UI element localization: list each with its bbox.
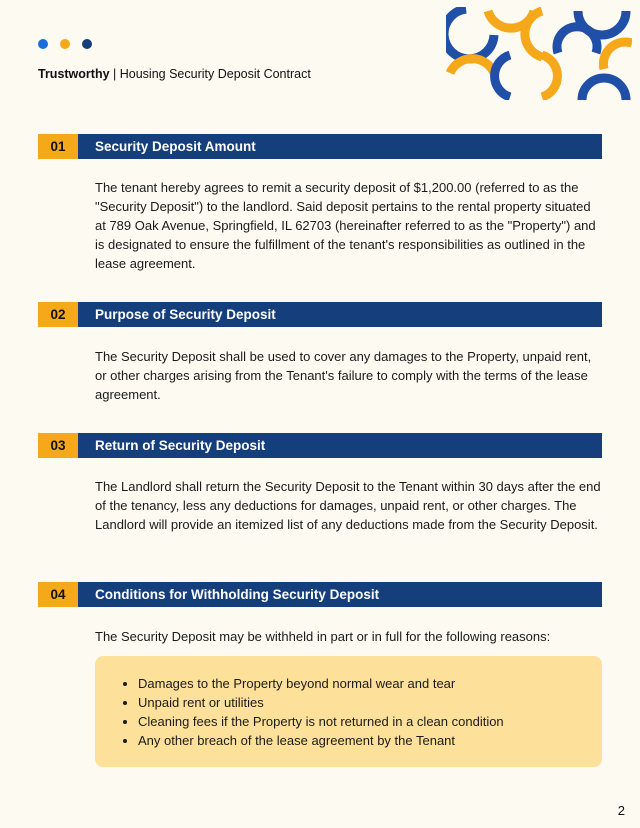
- document-title: Housing Security Deposit Contract: [119, 67, 311, 81]
- section-header-02: [38, 302, 602, 327]
- list-item: • Any other breach of the lease agreement by the Tenant: [138, 731, 602, 750]
- list-item: • Damages to the Property beyond normal wear and tear: [138, 674, 602, 693]
- dot-blue: [38, 39, 48, 49]
- section-header-03: [38, 433, 602, 458]
- logo-arc-9: [582, 78, 626, 100]
- section-header-04: [38, 582, 602, 607]
- header-separator: |: [109, 67, 120, 81]
- section-body-03: The Landlord shall return the Security Deposit to the Tenant within 30 days after the end of the tenancy, less any deductions for damages, unpaid rent, or other charges. The Landlord will provide an itemized list of any deductions made from the Security Deposit.: [95, 479, 601, 532]
- section-number: 04: [38, 582, 78, 607]
- page-number: 2: [617, 803, 625, 818]
- section-number: 03: [38, 433, 78, 458]
- logo-arc-6: [450, 59, 494, 73]
- logo-arc-7: [495, 55, 510, 97]
- logo-arc-4: [525, 11, 542, 57]
- logo-arc-10: [603, 42, 632, 69]
- section-body-01: The tenant hereby agrees to remit a security deposit of $1,200.00 (referred to as the "Security Deposit") to the landlord. Said deposit pertains to the rental property situated at 789 Oak Avenue, Springfield, IL 62703 (hereinafter referred to as the "Property") and is designated to ensure the fulfillment of the tenant's responsibilities as outlined in the lease agreement.: [95, 180, 596, 271]
- list-item: • Cleaning fees if the Property is not returned in a clean condition: [138, 712, 602, 731]
- document-header: [38, 67, 311, 81]
- section-title: Return of Security Deposit: [78, 433, 602, 458]
- dot-orange: [60, 39, 70, 49]
- section-title: Security Deposit Amount: [78, 134, 602, 159]
- section-number: 01: [38, 134, 78, 159]
- logo-arc-5: [578, 11, 626, 35]
- withholding-reasons-list: [119, 674, 602, 750]
- section-title: Conditions for Withholding Security Deposit: [78, 582, 602, 607]
- dot-navy: [82, 39, 92, 49]
- section-title: Purpose of Security Deposit: [78, 302, 602, 327]
- section-body-02: The Security Deposit shall be used to cover any damages to the Property, unpaid rent, or other charges arising from the Tenant's failure to comply with the terms of the lease agreement.: [95, 349, 592, 402]
- section-header-01: [38, 134, 602, 159]
- decorative-dots: [38, 39, 92, 49]
- withholding-reasons-callout: [95, 656, 602, 767]
- decorative-arcs-logo: [446, 7, 632, 100]
- section-number: 02: [38, 302, 78, 327]
- brand-name: Trustworthy: [38, 67, 110, 81]
- section-body-04: The Security Deposit may be withheld in part or in full for the following reasons:: [95, 629, 551, 644]
- logo-arc-8: [542, 55, 557, 97]
- list-item: • Unpaid rent or utilities: [138, 693, 602, 712]
